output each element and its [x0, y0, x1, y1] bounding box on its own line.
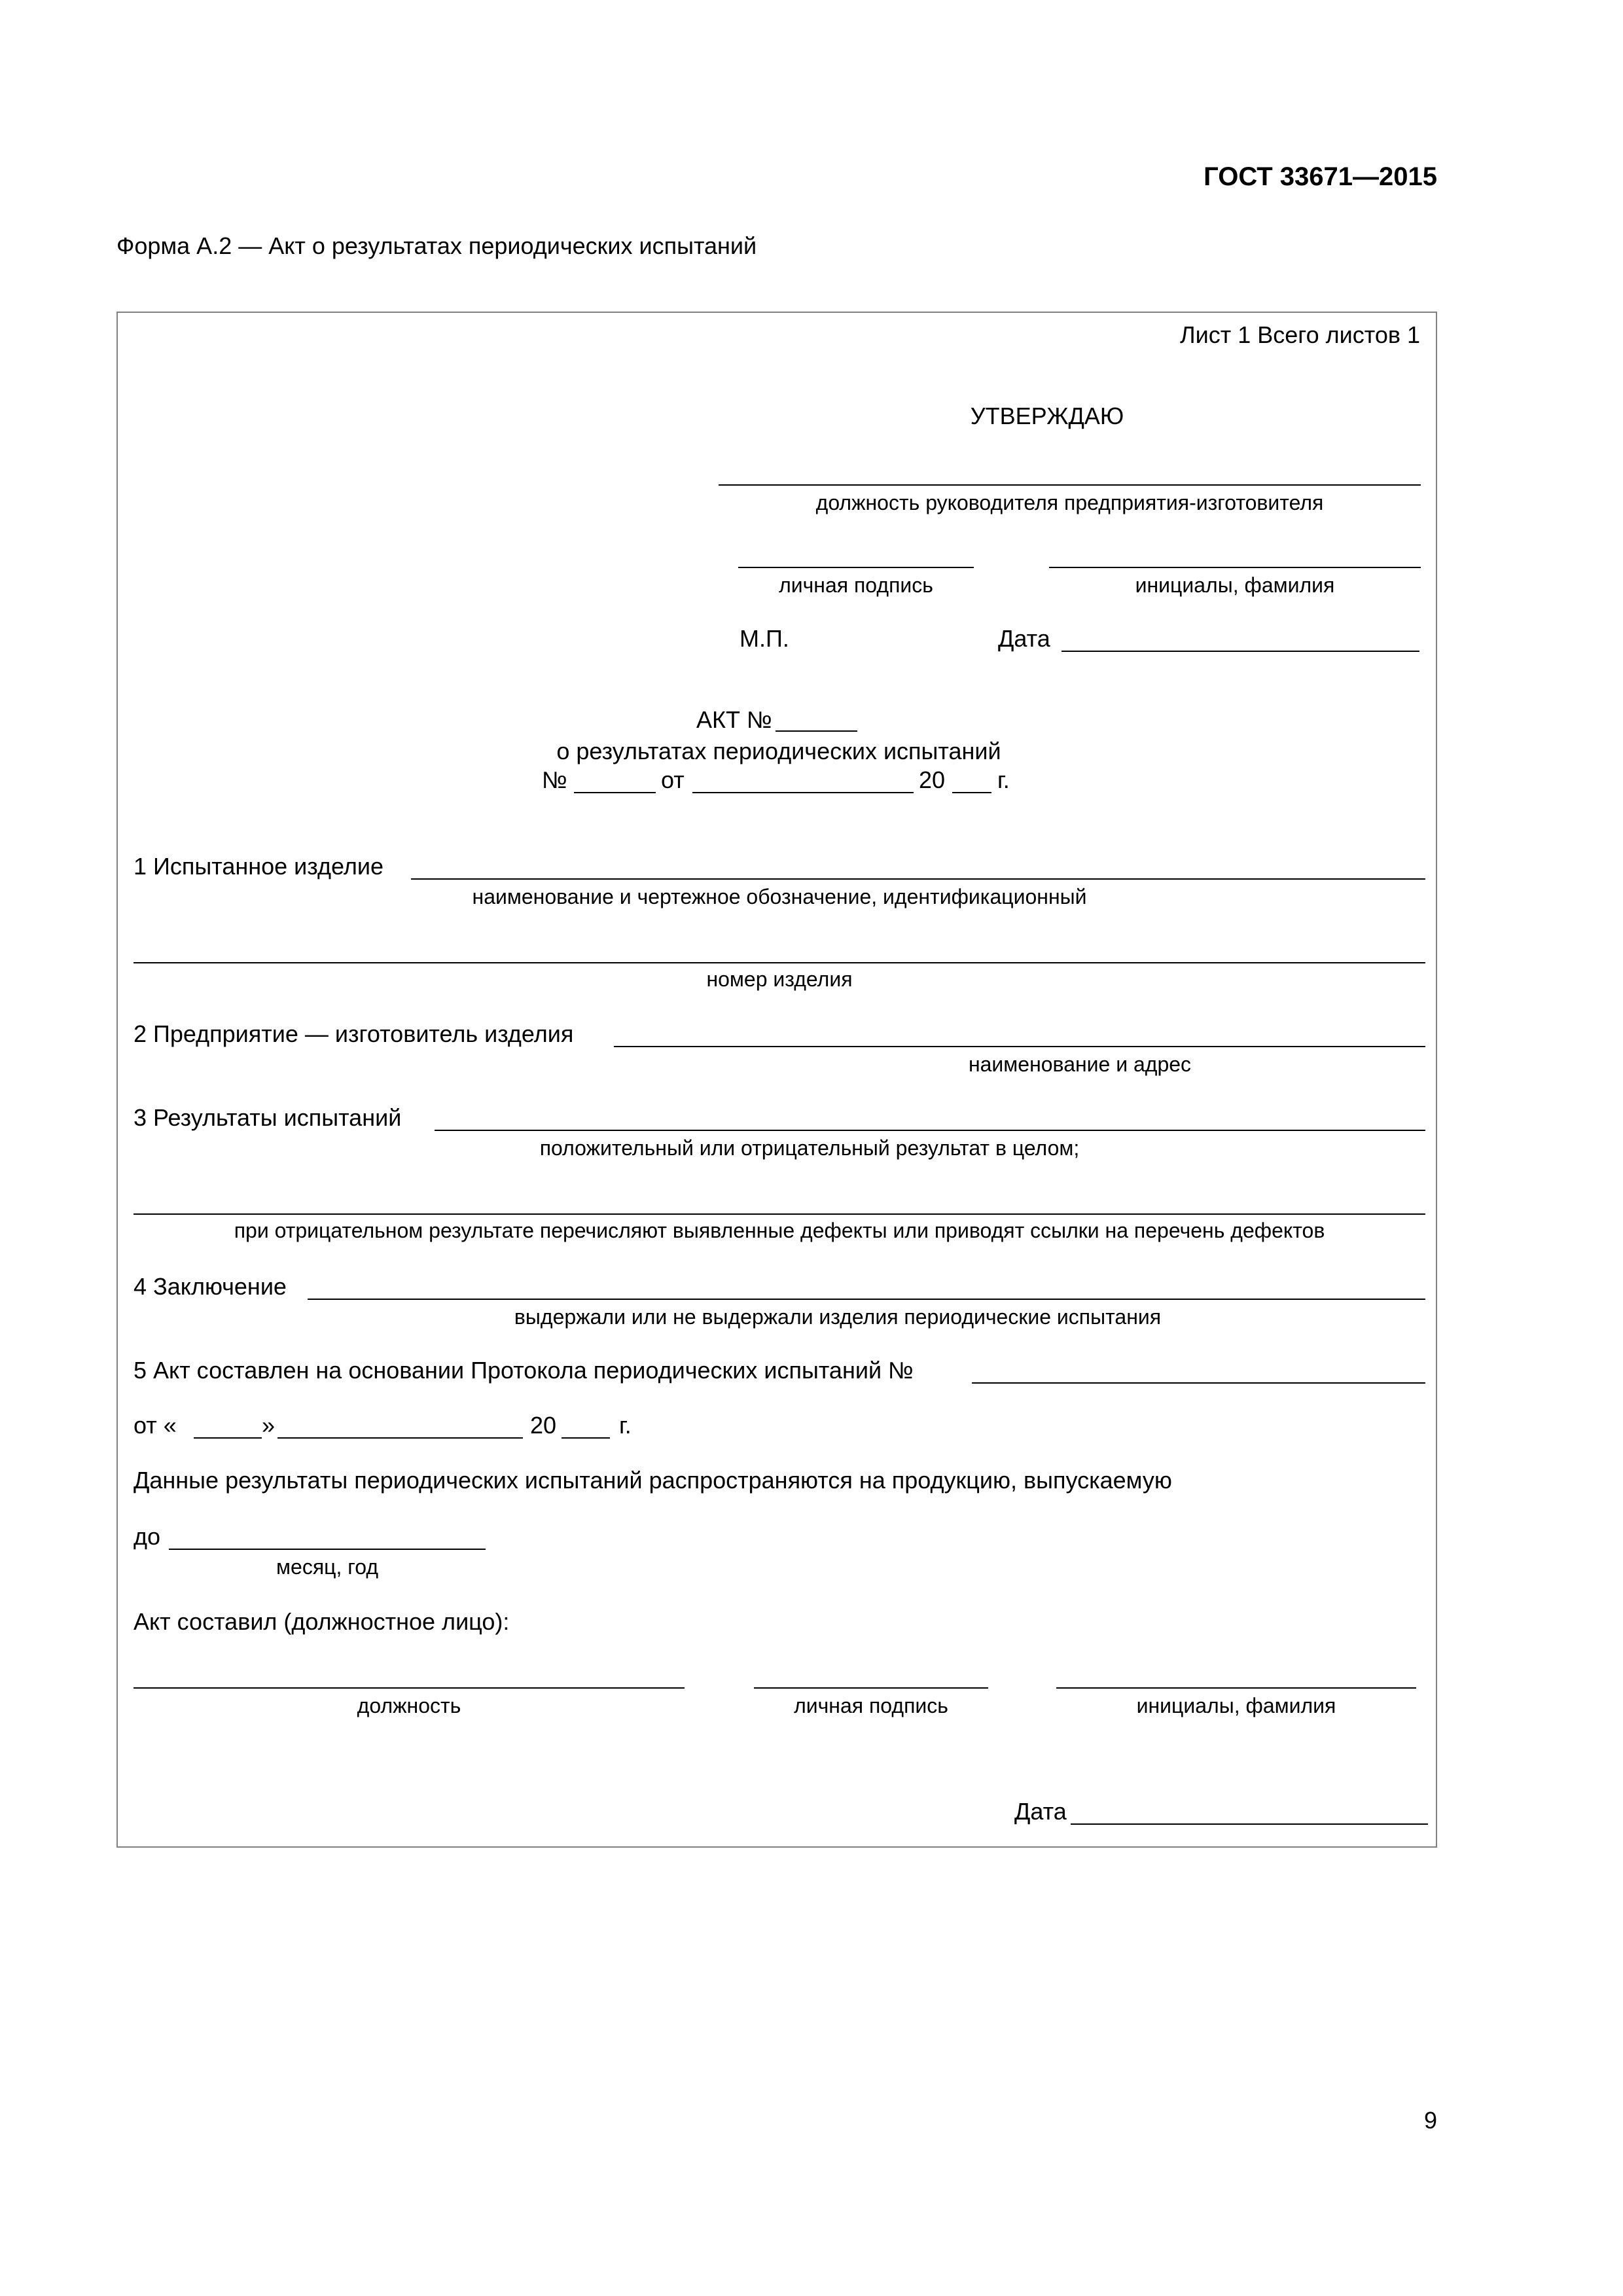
composer-name-line[interactable]	[1056, 1687, 1416, 1689]
item-1-caption-1: наименование и чертежное обозначение, идентификационный	[472, 885, 1087, 908]
protocol-year-suffix: г.	[619, 1412, 632, 1439]
item-4-line[interactable]	[308, 1299, 1425, 1300]
item-3-line-2[interactable]	[134, 1213, 1425, 1215]
item-3-label: 3 Результаты испытаний	[134, 1104, 402, 1131]
approver-position-caption: должность руководителя предприятия-изготовителя	[815, 491, 1324, 514]
protocol-year-prefix: 20	[530, 1412, 557, 1439]
item-1-label: 1 Испытанное изделие	[134, 853, 383, 880]
composer-date-line[interactable]	[1071, 1823, 1428, 1825]
protocol-day-line[interactable]	[194, 1437, 262, 1439]
page-number: 9	[1423, 2107, 1437, 2134]
approve-date-line[interactable]	[1061, 651, 1419, 652]
until-label: до	[134, 1523, 161, 1550]
standard-number: ГОСТ 33671—2015	[1204, 162, 1437, 191]
composer-position-caption: должность	[357, 1694, 461, 1717]
composer-date-label: Дата	[1014, 1798, 1067, 1825]
item-1-caption-2: номер изделия	[706, 967, 853, 991]
item-3-caption-2: при отрицательном результате перечисляют выявленные дефекты или приводят ссылки на перечень дефектов	[234, 1219, 1325, 1242]
act-no-line[interactable]	[574, 792, 656, 793]
composer-label: Акт составил (должностное лицо):	[134, 1608, 510, 1635]
act-number-label: АКТ №	[696, 706, 772, 733]
sheet-info: Лист 1 Всего листов 1	[1179, 321, 1420, 348]
act-number-line[interactable]	[776, 730, 857, 732]
item-1-line[interactable]	[411, 878, 1425, 880]
act-subject: о результатах периодических испытаний	[556, 738, 1001, 764]
protocol-close-quote: »	[262, 1412, 276, 1439]
item-2-caption: наименование и адрес	[968, 1052, 1192, 1076]
approver-name-caption: инициалы, фамилия	[1135, 573, 1335, 597]
approve-title: УТВЕРЖДАЮ	[970, 403, 1124, 429]
act-year-suffix: г.	[997, 766, 1010, 793]
approver-signature-line[interactable]	[738, 567, 974, 568]
approve-date-label: Дата	[998, 625, 1050, 652]
form-title: Форма А.2 — Акт о результатах периодических испытаний	[116, 232, 757, 259]
until-line[interactable]	[169, 1549, 486, 1550]
item-1-line-2[interactable]	[134, 962, 1425, 963]
item-5-protocol-line[interactable]	[972, 1382, 1425, 1384]
until-caption: месяц, год	[276, 1555, 378, 1579]
act-date-line[interactable]	[692, 792, 914, 793]
approver-signature-caption: личная подпись	[779, 573, 933, 597]
protocol-month-line[interactable]	[277, 1437, 523, 1439]
act-year-line[interactable]	[952, 792, 991, 793]
composer-signature-caption: личная подпись	[794, 1694, 948, 1717]
item-3-caption-1: положительный или отрицательный результат в целом;	[539, 1136, 1080, 1160]
item-3-line[interactable]	[435, 1130, 1425, 1131]
item-5-label: 5 Акт составлен на основании Протокола периодических испытаний №	[134, 1357, 914, 1384]
composer-name-caption: инициалы, фамилия	[1136, 1694, 1336, 1717]
spread-text: Данные результаты периодических испытаний распространяются на продукцию, выпускаемую	[134, 1467, 1172, 1494]
act-from-label: от	[661, 766, 685, 793]
item-2-line[interactable]	[614, 1046, 1425, 1047]
protocol-year-line[interactable]	[562, 1437, 610, 1439]
composer-position-line[interactable]	[134, 1687, 685, 1689]
composer-signature-line[interactable]	[754, 1687, 988, 1689]
item-4-caption: выдержали или не выдержали изделия периодические испытания	[514, 1305, 1162, 1329]
approver-name-line[interactable]	[1049, 567, 1421, 568]
item-4-label: 4 Заключение	[134, 1273, 287, 1300]
stamp-label: М.П.	[740, 625, 789, 652]
approver-position-line[interactable]	[719, 484, 1421, 486]
act-no-label: №	[542, 766, 567, 793]
protocol-from-label: от «	[134, 1412, 177, 1439]
act-year-prefix: 20	[919, 766, 946, 793]
item-2-label: 2 Предприятие — изготовитель изделия	[134, 1020, 574, 1047]
